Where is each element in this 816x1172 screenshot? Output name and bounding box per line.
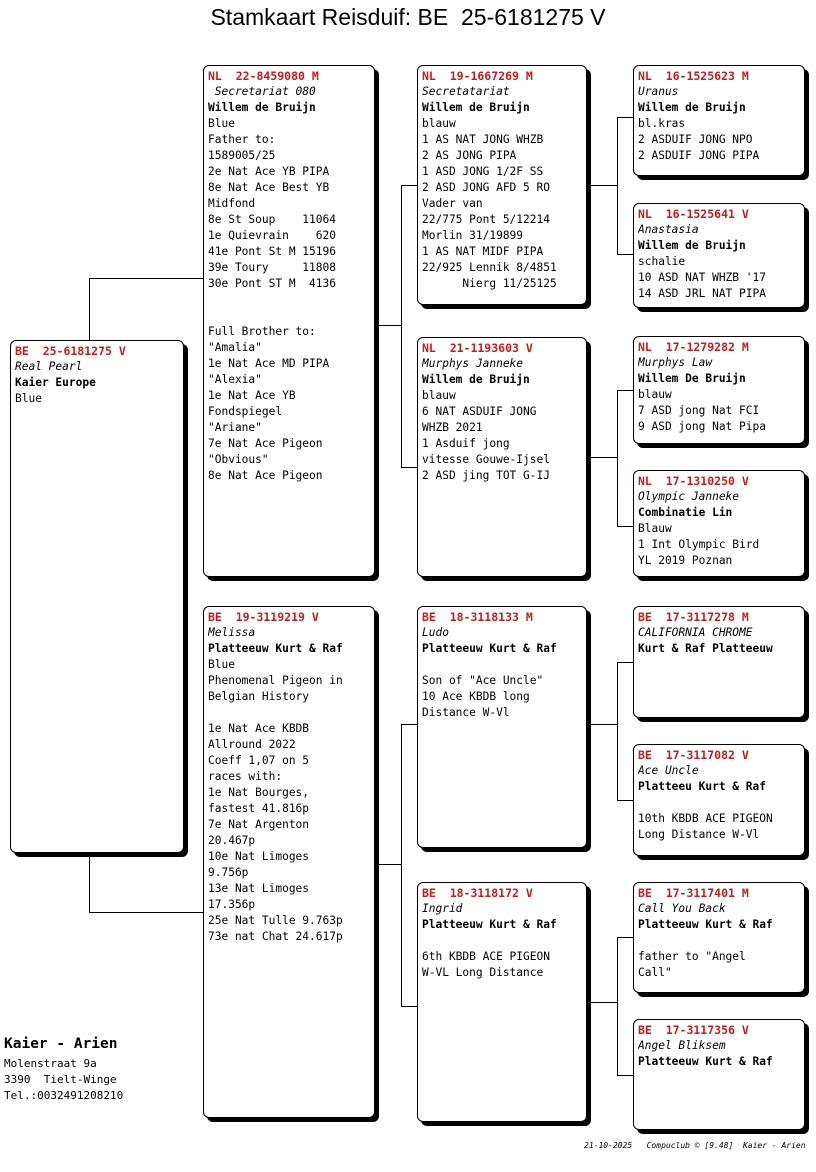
pigeon-card-sire[interactable] xyxy=(203,65,375,577)
info-line: WHZB 2021 xyxy=(422,421,483,434)
info-line: 6th KBDB ACE PIGEON xyxy=(422,950,550,963)
ring-number: BE 17-3117278 M xyxy=(638,610,749,624)
info-line: "Obvious" xyxy=(208,453,269,466)
info-line: vitesse Gouwe-Ijsel xyxy=(422,453,550,466)
info-line xyxy=(208,308,370,324)
info-line: 22/775 Pont 5/12214 xyxy=(422,213,550,226)
owner-name: Willem De Bruijn xyxy=(638,372,746,385)
ring-number: NL 17-1279282 M xyxy=(638,340,749,354)
info-line: 1 Asduif jong xyxy=(422,437,510,450)
footer: 21-10-2025 Compuclub © [9.48] Kaier - Arien xyxy=(584,1141,806,1150)
pigeon-card-sire-dam[interactable] xyxy=(417,337,587,577)
info-line: 13e Nat Limoges xyxy=(208,882,310,895)
connector xyxy=(375,864,401,865)
connector xyxy=(401,185,402,467)
info-line: father to "Angel xyxy=(638,950,746,963)
info-line: Nierg 11/25125 xyxy=(422,277,557,290)
info-line xyxy=(638,795,800,811)
info-line: 1e Nat Ace YB xyxy=(208,389,296,402)
ring-number: BE 25-6181275 V xyxy=(15,344,126,358)
info-line: 8e Nat Ace Best YB xyxy=(208,181,330,194)
pigeon-name: Ace Uncle xyxy=(638,764,699,777)
owner-name: Combinatie Lin xyxy=(638,506,733,519)
info-line: 1e Nat Ace KBDB xyxy=(208,722,310,735)
owner-name: Platteeuw Kurt & Raf xyxy=(208,642,343,655)
connector xyxy=(617,254,633,255)
owner-name: Willem de Bruijn xyxy=(208,101,316,114)
connector xyxy=(89,912,203,913)
pigeon-card-ds-dam[interactable] xyxy=(633,744,805,856)
info-line: schalie xyxy=(638,255,686,268)
info-line: 9 ASD jong Nat Pipa xyxy=(638,420,766,433)
info-line: 25e Nat Tulle 9.763p xyxy=(208,914,343,927)
connector xyxy=(375,325,401,326)
info-line: 6 NAT ASDUIF JONG xyxy=(422,405,537,418)
info-line: 10th KBDB ACE PIGEON xyxy=(638,812,773,825)
info-line: races with: xyxy=(208,770,283,783)
ring-number: BE 19-3119219 V xyxy=(208,610,319,624)
pigeon-card-dam[interactable] xyxy=(203,606,375,1118)
info-line: 1e Quievrain 620 xyxy=(208,229,336,242)
info-line: 10e Nat Limoges xyxy=(208,850,310,863)
info-line: Coeff 1,07 on 5 xyxy=(208,754,310,767)
connector xyxy=(617,937,618,1075)
connector xyxy=(401,185,417,186)
info-line: 1 AS NAT MIDF PIPA xyxy=(422,245,544,258)
info-line: 10 ASD NAT WHZB '17 xyxy=(638,271,766,284)
info-line: blauw xyxy=(422,389,456,402)
pigeon-card-ss-dam[interactable] xyxy=(633,203,805,308)
connector xyxy=(587,724,617,725)
owner-name: Kaier Europe xyxy=(15,376,96,389)
pigeon-name: Melissa xyxy=(208,626,256,639)
info-line: Blue xyxy=(208,117,235,130)
info-line: 1 Int Olympic Bird xyxy=(638,538,760,551)
pigeon-name: Secretariat 080 xyxy=(208,85,316,98)
ring-number: BE 18-3118133 M xyxy=(422,610,533,624)
info-line: 30e Pont ST M 4136 xyxy=(208,277,336,290)
info-line xyxy=(422,933,582,949)
connector xyxy=(89,853,90,912)
info-line: 8e Nat Ace Pigeon xyxy=(208,469,323,482)
pigeon-name: Ludo xyxy=(422,626,449,639)
info-line xyxy=(422,657,582,673)
info-line: 2 ASD jing TOT G-IJ xyxy=(422,469,550,482)
pigeon-card-dd-dam[interactable] xyxy=(633,1019,805,1130)
ring-number: NL 17-1310250 V xyxy=(638,474,749,488)
info-line xyxy=(208,292,370,308)
info-line: 8e St Soup 11064 xyxy=(208,213,336,226)
info-line: 10 Ace KBDB long xyxy=(422,690,530,703)
ring-number: BE 17-3117082 V xyxy=(638,748,749,762)
info-line: 2 ASD JONG AFD 5 RO xyxy=(422,181,550,194)
connector xyxy=(587,457,617,458)
connector xyxy=(401,467,417,468)
owner-name: Willem de Bruijn xyxy=(422,373,530,386)
info-line: 7 ASD jong Nat FCI xyxy=(638,404,760,417)
info-line: Blauw xyxy=(638,522,672,535)
connector xyxy=(617,1075,633,1076)
info-line: 7e Nat Ace Pigeon xyxy=(208,437,323,450)
owner-name: Platteeu Kurt & Raf xyxy=(638,780,766,793)
connector xyxy=(617,662,618,800)
ring-number: NL 16-1525623 M xyxy=(638,69,749,83)
pigeon-card-dam-sire[interactable] xyxy=(417,606,587,848)
info-line: fastest 41.816p xyxy=(208,802,310,815)
ring-number: NL 16-1525641 V xyxy=(638,207,749,221)
info-line: "Amalia" xyxy=(208,341,262,354)
breeder-name: Kaier - Arien xyxy=(4,1036,118,1052)
info-line: YL 2019 Poznan xyxy=(638,554,733,567)
info-line: W-VL Long Distance xyxy=(422,966,544,979)
connector xyxy=(401,724,417,725)
ring-number: BE 17-3117356 V xyxy=(638,1023,749,1037)
info-line: Full Brother to: xyxy=(208,325,316,338)
connector xyxy=(617,117,633,118)
info-line: Belgian History xyxy=(208,690,310,703)
breeder-city: 3390 Tielt-Winge xyxy=(4,1073,117,1086)
connector xyxy=(617,937,633,938)
info-line: 39e Toury 11808 xyxy=(208,261,336,274)
pigeon-name: Anastasia xyxy=(638,223,699,236)
connector xyxy=(617,800,633,801)
pigeon-name: CALIFORNIA CHROME xyxy=(638,626,753,639)
info-line: 22/925 Lennik 8/4851 xyxy=(422,261,557,274)
info-line: 1e Nat Bourges, xyxy=(208,786,310,799)
info-line: 1e Nat Ace MD PIPA xyxy=(208,357,330,370)
ring-number: NL 21-1193603 V xyxy=(422,341,533,355)
info-line: Call" xyxy=(638,966,672,979)
pigeon-name: Murphys Law xyxy=(638,356,713,369)
info-line: 2 ASDUIF JONG NPO xyxy=(638,133,753,146)
ring-number: BE 17-3117401 M xyxy=(638,886,749,900)
pigeon-card-subject[interactable] xyxy=(10,340,184,853)
connector xyxy=(617,117,618,254)
pigeon-name: Real Pearl xyxy=(15,360,83,373)
pigeon-name: Secretatariat xyxy=(422,85,510,98)
pigeon-card-sd-dam[interactable] xyxy=(633,470,805,577)
info-line: 1 AS NAT JONG WHZB xyxy=(422,133,544,146)
info-line: Morlin 31/19899 xyxy=(422,229,524,242)
info-line: Blue xyxy=(208,658,235,671)
owner-name: Willem de Bruijn xyxy=(638,101,746,114)
breeder-phone: Tel.:0032491208210 xyxy=(4,1089,124,1102)
ring-number: NL 22-8459080 M xyxy=(208,69,319,83)
info-line xyxy=(208,705,370,721)
info-line: 2 ASDUIF JONG PIPA xyxy=(638,149,760,162)
owner-name: Willem de Bruijn xyxy=(638,239,746,252)
info-line: blauw xyxy=(422,117,456,130)
info-line: Vader van xyxy=(422,197,483,210)
breeder-info xyxy=(4,1034,123,1104)
info-line: Allround 2022 xyxy=(208,738,296,751)
page-title: Stamkaart Reisduif: BE 25-6181275 V xyxy=(210,4,606,30)
ring-number: NL 19-1667269 M xyxy=(422,69,533,83)
connector xyxy=(401,724,402,1006)
connector xyxy=(89,278,203,279)
info-line: 1 ASD JONG 1/2F SS xyxy=(422,165,544,178)
owner-name: Platteeuw Kurt & Raf xyxy=(638,918,773,931)
pigeon-name: Murphys Janneke xyxy=(422,357,524,370)
owner-name: Willem de Bruijn xyxy=(422,101,530,114)
info-line: Phenomenal Pigeon in xyxy=(208,674,343,687)
connector xyxy=(617,526,633,527)
connector xyxy=(587,185,617,186)
pigeon-card-sd-sire[interactable] xyxy=(633,336,805,444)
info-line: blauw xyxy=(638,388,672,401)
connector xyxy=(617,390,633,391)
info-line: 20.467p xyxy=(208,834,256,847)
pigeon-card-ss-sire[interactable] xyxy=(633,65,805,176)
info-line: 9.756p xyxy=(208,866,249,879)
info-line: "Ariane" xyxy=(208,421,262,434)
pigeon-name: Olympic Janneke xyxy=(638,490,740,503)
pigeon-card-dam-dam[interactable] xyxy=(417,882,587,1122)
ring-number: BE 18-3118172 V xyxy=(422,886,533,900)
info-line xyxy=(638,933,800,949)
owner-name: Platteeuw Kurt & Raf xyxy=(422,918,557,931)
pigeon-name: Angel Bliksem xyxy=(638,1039,726,1052)
info-line: 73e nat Chat 24.617p xyxy=(208,930,343,943)
pigeon-name: Ingrid xyxy=(422,902,463,915)
connector xyxy=(89,278,90,340)
info-line: Father to: xyxy=(208,133,276,146)
pigeon-card-dd-sire[interactable] xyxy=(633,882,805,993)
info-line: Distance W-Vl xyxy=(422,706,510,719)
info-line: bl.kras xyxy=(638,117,686,130)
info-line: Midfond xyxy=(208,197,256,210)
info-line: 7e Nat Argenton xyxy=(208,818,310,831)
info-line: 41e Pont St M 15196 xyxy=(208,245,336,258)
info-line: Long Distance W-Vl xyxy=(638,828,760,841)
pigeon-card-ds-sire[interactable] xyxy=(633,606,805,718)
info-line: Son of "Ace Uncle" xyxy=(422,674,544,687)
connector xyxy=(587,1002,617,1003)
info-line: 2e Nat Ace YB PIPA xyxy=(208,165,330,178)
owner-name: Platteeuw Kurt & Raf xyxy=(422,642,557,655)
connector xyxy=(617,662,633,663)
connector xyxy=(617,390,618,526)
connector xyxy=(401,1006,417,1007)
pigeon-name: Uranus xyxy=(638,85,679,98)
info-line: Blue xyxy=(15,392,42,405)
info-line: "Alexia" xyxy=(208,373,262,386)
info-line: 1589005/25 xyxy=(208,149,276,162)
owner-name: Kurt & Raf Platteeuw xyxy=(638,642,773,655)
info-line: 2 AS JONG PIPA xyxy=(422,149,517,162)
pigeon-card-sire-sire[interactable] xyxy=(417,65,587,305)
info-line: 17.356p xyxy=(208,898,256,911)
info-line: Fondspiegel xyxy=(208,405,283,418)
owner-name: Platteeuw Kurt & Raf xyxy=(638,1055,773,1068)
breeder-street: Molenstraat 9a xyxy=(4,1057,97,1070)
info-line: 14 ASD JRL NAT PIPA xyxy=(638,287,766,300)
pigeon-name: Call You Back xyxy=(638,902,726,915)
